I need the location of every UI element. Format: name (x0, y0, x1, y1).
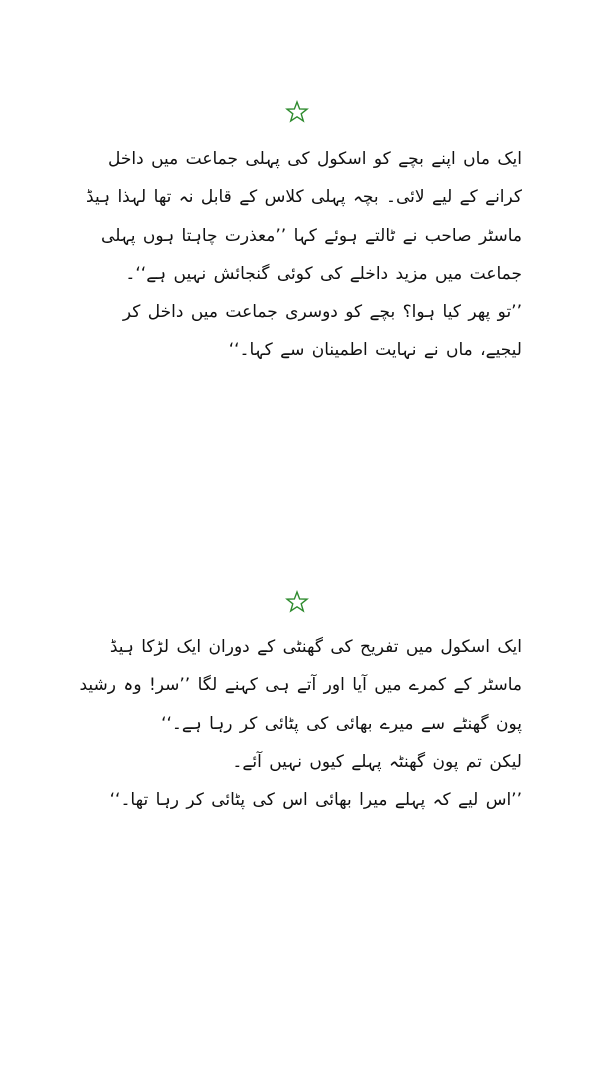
section-star-icon (0, 590, 594, 614)
joke-block (78, 628, 522, 819)
star-outline-icon (285, 590, 309, 614)
joke-paragraph: ایک اسکول میں تفریح کی گھنٹی کے دوران ایک لڑکا ہیڈ ماسٹر کے کمرے میں آیا اور آتے ہی کہنے لگا ’’سر! وہ رشید پون گھنٹے سے میرے بھائی کی پٹائی کر رہا ہے۔‘‘ (79, 637, 522, 734)
section-star-icon (0, 100, 594, 124)
star-outline-icon (285, 100, 309, 124)
joke-paragraph: ’’اس لیے کہ پہلے میرا بھائی اس کی پٹائی کر رہا تھا۔‘‘ (109, 790, 522, 810)
joke-paragraph: ’’تو پھر کیا ہوا؟ بچے کو دوسری جماعت میں داخل کر لیجیے، ماں نے نہایت اطمینان سے کہا۔‘‘ (122, 302, 522, 361)
joke-paragraph: لیکن تم پون گھنٹہ پہلے کیوں نہیں آئے۔ (232, 751, 522, 772)
joke-block (78, 140, 522, 370)
joke-paragraph: ایک ماں اپنے بچے کو اسکول کی پہلی جماعت میں داخل کرانے کے لیے لائی۔ بچہ پہلی کلاس کے قابل نہ تھا لہذا ہیڈ ماسٹر صاحب نے ٹالتے ہوئے کہا ’’معذرت چاہتا ہوں پہلی جماعت میں مزید داخلے کی کوئی گنجائش نہیں ہے‘‘۔ (86, 149, 522, 284)
